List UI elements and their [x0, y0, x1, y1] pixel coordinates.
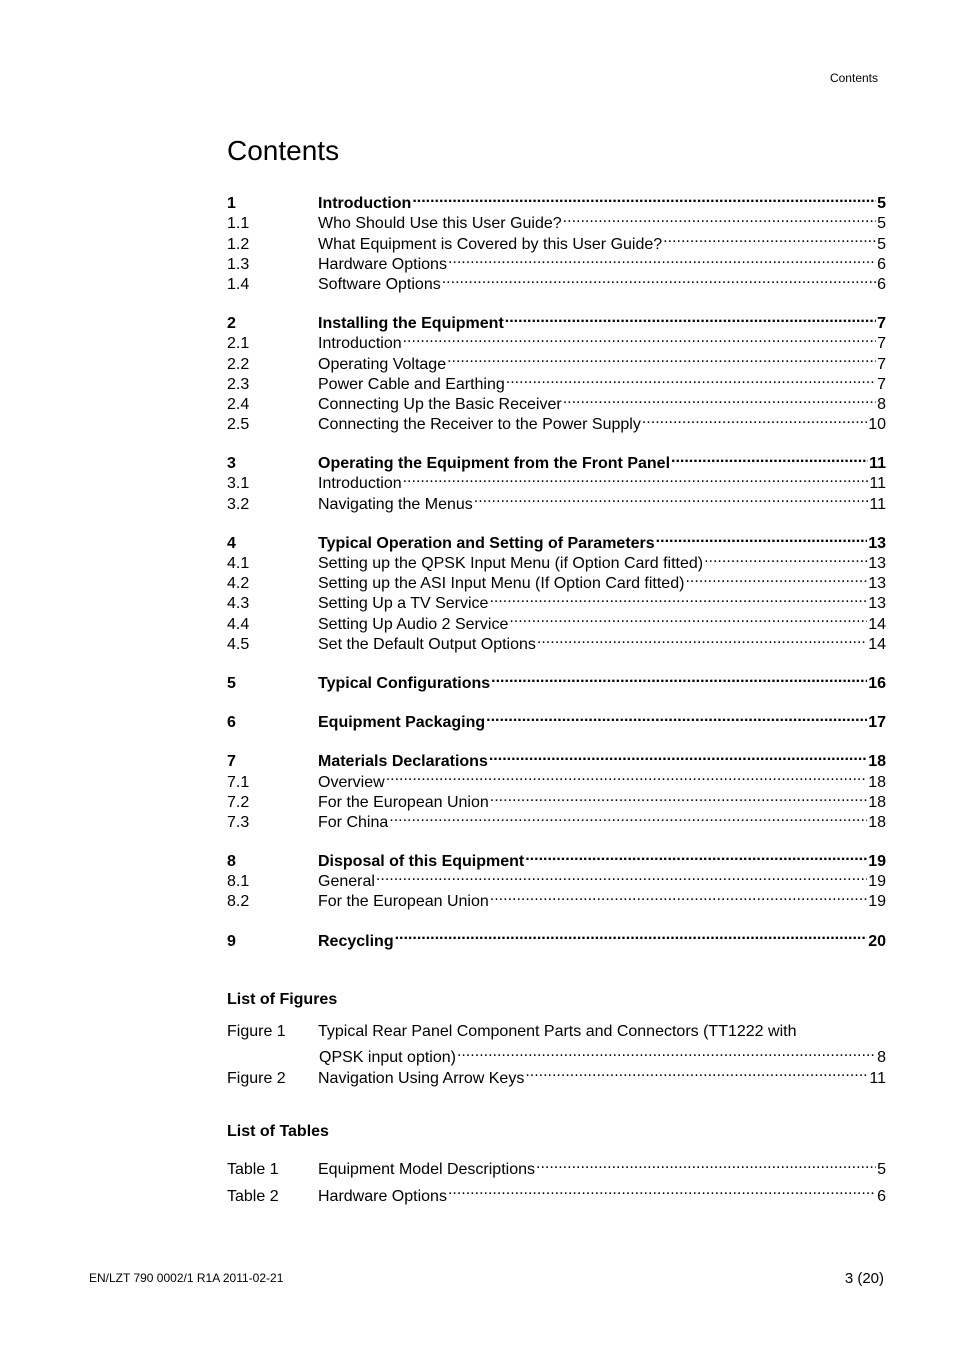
toc-dot-leader — [563, 389, 876, 409]
toc-entry-number: 1.1 — [227, 215, 250, 233]
toc-entry-page: 18 — [868, 793, 886, 811]
toc-entry-page: 7 — [877, 355, 886, 373]
toc-entry-page: 8 — [877, 395, 886, 413]
toc-entry-title: Setting Up Audio 2 Service — [318, 615, 509, 633]
toc-entry[interactable] — [227, 308, 886, 333]
list-of-tables — [227, 1122, 886, 1207]
toc-dot-leader — [490, 886, 867, 906]
toc-entry-number: 2.1 — [227, 335, 250, 353]
toc-entry-number: 4.2 — [227, 575, 250, 593]
toc-entry-title: What Equipment is Covered by this User Guide? — [318, 235, 663, 253]
document-date: 2011-02-21 — [222, 1271, 284, 1285]
toc-entry-title: Operating Voltage — [318, 355, 447, 373]
toc-entry-number: 7.3 — [227, 813, 250, 831]
figure-title-line — [318, 1062, 886, 1087]
toc-entry-title: Typical Operation and Setting of Parameters — [318, 534, 655, 552]
toc-entry-number: 2.2 — [227, 355, 250, 373]
toc-entry-number: 1.3 — [227, 255, 250, 273]
table-entry-body — [318, 1154, 886, 1179]
figure-label: Figure 2 — [227, 1069, 286, 1087]
toc-entry-page: 7 — [877, 375, 886, 393]
toc-entry-title: Who Should Use this User Guide? — [318, 215, 562, 233]
toc-entry-number: 6 — [227, 714, 236, 732]
list-of-figures-heading: List of Figures — [227, 991, 338, 1008]
table-label: Table 2 — [227, 1187, 279, 1205]
toc-dot-leader — [525, 846, 867, 866]
table-entry[interactable] — [227, 1154, 886, 1180]
figure-entry-body — [318, 1062, 886, 1087]
figure-title: QPSK input option) — [319, 1049, 456, 1067]
toc-entry-page: 19 — [868, 873, 886, 891]
toc-entry-page: 20 — [868, 932, 886, 950]
toc-entry-page: 18 — [868, 753, 886, 771]
toc-dot-leader — [563, 208, 876, 228]
table-page: 6 — [877, 1187, 886, 1205]
running-header: Contents — [829, 71, 878, 85]
toc-entry-page: 11 — [869, 495, 886, 513]
toc-entry-number: 3 — [227, 455, 236, 473]
toc-entry-page: 10 — [868, 416, 886, 434]
figure-label: Figure 1 — [227, 1023, 286, 1040]
toc-dot-leader — [525, 1062, 868, 1082]
toc-entry-page: 19 — [868, 893, 886, 911]
toc-entry-number: 8.2 — [227, 893, 250, 911]
toc-entry-page: 17 — [868, 714, 886, 732]
toc-entry-title: Connecting Up the Basic Receiver — [318, 395, 562, 413]
toc-entry-page: 5 — [877, 235, 886, 253]
toc-dot-leader — [447, 348, 876, 368]
toc-entry-title: Typical Configurations — [318, 674, 491, 692]
toc-entry-page: 13 — [868, 534, 886, 552]
toc-entry-title: Equipment Packaging — [318, 714, 486, 732]
toc-dot-leader — [663, 228, 876, 248]
toc-dot-leader — [505, 308, 876, 328]
toc-section — [227, 746, 886, 831]
toc-entry-page: 6 — [877, 255, 886, 273]
toc-section — [227, 308, 886, 434]
list-of-tables-heading: List of Tables — [227, 1123, 329, 1140]
table-title-line — [318, 1180, 886, 1205]
toc-entry-title: Installing the Equipment — [318, 315, 504, 333]
toc-entry[interactable] — [227, 668, 886, 692]
toc-dot-leader — [656, 528, 868, 548]
toc-entry-page: 19 — [868, 853, 886, 871]
toc-entry-page: 13 — [868, 595, 886, 613]
table-page: 5 — [877, 1161, 886, 1179]
table-title-line — [318, 1154, 886, 1179]
toc-entry-number: 2.5 — [227, 416, 250, 434]
toc-entry-title: Overview — [318, 773, 385, 791]
table-label: Table 1 — [227, 1161, 279, 1179]
toc-entry-number: 4 — [227, 534, 236, 552]
figure-entry[interactable] — [227, 1062, 886, 1088]
toc-entry-page: 11 — [869, 475, 886, 493]
toc-section — [227, 846, 886, 911]
figure-page: 11 — [869, 1069, 886, 1087]
toc-entry-title: Setting up the QPSK Input Menu (if Option Card fitted) — [318, 555, 704, 572]
table-title: Equipment Model Descriptions — [318, 1161, 535, 1179]
toc-dot-leader — [489, 746, 867, 766]
toc-entry-number: 2.3 — [227, 375, 250, 393]
toc-entry-title: Introduction — [318, 475, 402, 493]
toc-entry-page: 14 — [868, 635, 886, 653]
toc-dot-leader — [642, 409, 867, 429]
toc-entry-page: 13 — [868, 555, 886, 572]
toc-entry-page: 5 — [877, 195, 886, 213]
toc-entry[interactable] — [227, 746, 886, 771]
toc-entry-number: 4.3 — [227, 595, 250, 613]
toc-dot-leader — [448, 249, 876, 269]
toc-dot-leader — [490, 787, 867, 807]
toc-dot-leader — [491, 668, 867, 688]
table-entry[interactable] — [227, 1180, 886, 1206]
page-title: Contents — [227, 135, 340, 166]
toc-entry-title: Connecting the Receiver to the Power Supply — [318, 416, 641, 434]
toc-dot-leader — [537, 629, 867, 649]
toc-entry-title: Set the Default Output Options — [318, 635, 536, 653]
toc-section — [227, 188, 886, 293]
figure-page: 8 — [877, 1049, 886, 1067]
toc-entry-number: 4.5 — [227, 635, 250, 653]
toc-entry[interactable] — [227, 528, 886, 552]
figure-title-line — [318, 1042, 886, 1067]
toc-entry-page: 6 — [877, 275, 886, 293]
toc-dot-leader — [386, 766, 868, 786]
toc-entry-title: Disposal of this Equipment — [318, 853, 525, 871]
toc-dot-leader — [412, 188, 876, 208]
toc-entry-number: 3.2 — [227, 495, 250, 513]
toc-dot-leader — [389, 807, 867, 827]
footer-document-id — [89, 1271, 283, 1285]
toc-entry-number: 8.1 — [227, 873, 250, 891]
toc-entry[interactable] — [227, 448, 886, 473]
toc-entry-title: Software Options — [318, 275, 441, 293]
toc-entry-number: 4.1 — [227, 555, 250, 572]
toc-dot-leader — [448, 1180, 876, 1200]
toc-dot-leader — [474, 488, 869, 508]
toc-dot-leader — [395, 925, 868, 945]
toc-dot-leader — [403, 468, 869, 488]
figure-title-line: Typical Rear Panel Component Parts and Connectors (TT1222 with — [318, 1023, 797, 1040]
toc-dot-leader — [457, 1042, 876, 1062]
figure-entry[interactable] — [227, 1022, 886, 1067]
toc-dot-leader — [376, 866, 867, 886]
toc-dot-leader — [506, 369, 876, 389]
toc-entry-number: 7.1 — [227, 773, 250, 791]
toc-entry-page: 18 — [868, 813, 886, 831]
toc-entry-page: 7 — [877, 335, 886, 353]
toc-entry-page: 13 — [868, 575, 886, 593]
toc-entry-title: Operating the Equipment from the Front Panel — [318, 455, 671, 473]
table-of-contents — [227, 188, 886, 965]
toc-entry[interactable] — [227, 188, 886, 213]
toc-entry-number: 7.2 — [227, 793, 250, 811]
toc-entry-number: 8 — [227, 853, 236, 871]
toc-entry-title: General — [318, 873, 375, 891]
toc-entry-page: 11 — [869, 455, 886, 473]
toc-entry-number: 1 — [227, 195, 236, 213]
toc-dot-leader — [509, 608, 867, 628]
toc-entry-title: Power Cable and Earthing — [318, 375, 505, 393]
toc-dot-leader — [486, 707, 867, 727]
list-of-figures — [227, 990, 886, 1089]
toc-entry-number: 5 — [227, 674, 236, 692]
toc-entry-title: Materials Declarations — [318, 753, 488, 771]
toc-section — [227, 448, 886, 513]
toc-entry-number: 2 — [227, 315, 236, 333]
toc-entry-number: 9 — [227, 932, 236, 950]
toc-entry-title: Navigating the Menus — [318, 495, 473, 513]
toc-entry-number: 7 — [227, 753, 236, 771]
table-entry-body — [318, 1180, 886, 1205]
toc-dot-leader — [536, 1154, 876, 1174]
toc-entry-number: 4.4 — [227, 615, 250, 633]
toc-entry-page: 18 — [868, 773, 886, 791]
toc-entry-number: 2.4 — [227, 395, 250, 413]
toc-section — [227, 925, 886, 950]
toc-section — [227, 528, 886, 653]
toc-section — [227, 707, 886, 732]
toc-entry[interactable] — [227, 846, 886, 871]
toc-dot-leader — [442, 269, 876, 289]
toc-entry-page: 14 — [868, 615, 886, 633]
toc-entry-title: Recycling — [318, 932, 394, 950]
document-number: EN/LZT 790 0002/1 R1A — [89, 1271, 220, 1285]
figure-entry-body — [318, 1022, 886, 1067]
page-number: 3 (20) — [844, 1270, 884, 1287]
toc-dot-leader — [671, 448, 868, 468]
toc-entry-title: For China — [318, 813, 389, 831]
figure-title: Navigation Using Arrow Keys — [318, 1069, 525, 1087]
toc-dot-leader — [403, 328, 876, 348]
toc-entry-title: Hardware Options — [318, 255, 447, 273]
toc-entry-title: For the European Union — [318, 893, 489, 911]
toc-entry-page: 7 — [877, 315, 886, 333]
toc-entry-title: Introduction — [318, 195, 412, 213]
toc-section — [227, 668, 886, 692]
toc-entry-title: Setting up the ASI Input Menu (If Option Card fitted) — [318, 575, 685, 593]
toc-entry-page: 5 — [877, 215, 886, 233]
toc-entry-page: 16 — [868, 674, 886, 692]
toc-entry[interactable] — [227, 707, 886, 732]
toc-entry-number: 1.2 — [227, 235, 250, 253]
toc-entry-title: Introduction — [318, 335, 402, 353]
toc-dot-leader — [704, 548, 867, 568]
toc-entry-title: Setting Up a TV Service — [318, 595, 489, 613]
toc-dot-leader — [685, 568, 867, 588]
table-title: Hardware Options — [318, 1187, 447, 1205]
toc-entry[interactable] — [227, 925, 886, 950]
toc-dot-leader — [489, 588, 867, 608]
toc-entry-title: For the European Union — [318, 793, 489, 811]
toc-entry-number: 3.1 — [227, 475, 250, 493]
toc-entry-number: 1.4 — [227, 275, 250, 293]
